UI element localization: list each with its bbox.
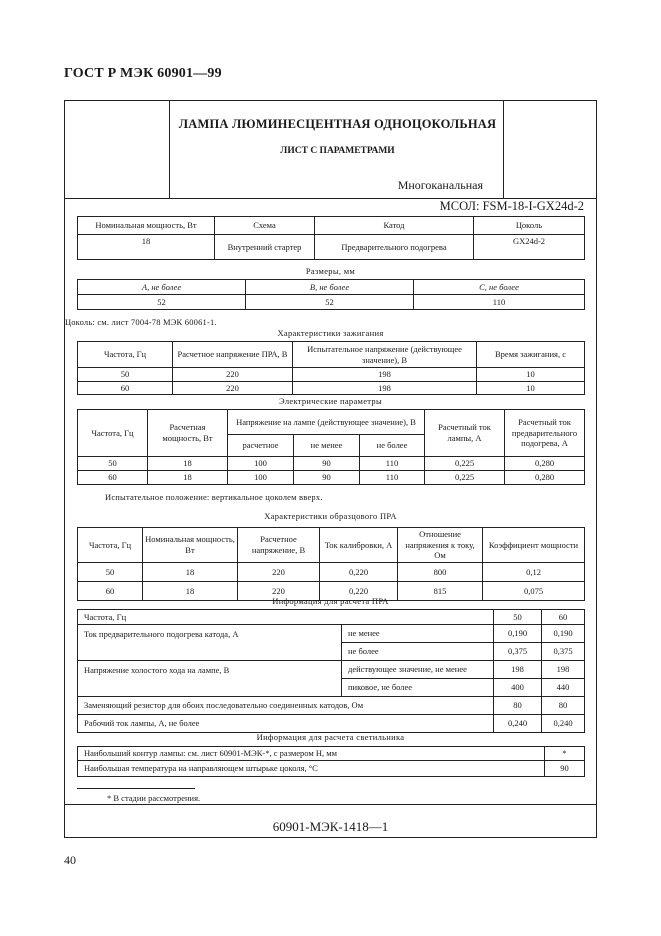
base-note: Цоколь: см. лист 7004-78 МЭК 60061-1. — [65, 317, 217, 327]
table-cell: 50 — [78, 457, 148, 471]
table-cell: 52 — [78, 295, 246, 310]
lamp-designation: МСОЛ: FSM-18-I-GX24d-2 — [439, 199, 584, 213]
ballast-info-table — [77, 609, 585, 733]
table-cell: 0,075 — [483, 581, 585, 600]
table-cell: 0,280 — [505, 457, 585, 471]
header-cell: Коэффициент мощности — [483, 528, 585, 563]
table-cell: 0,225 — [425, 457, 505, 471]
row-label: Заменяющий резистор для обоих последовательно соединенных катодов, Ом — [78, 697, 494, 715]
luminaire-info-table — [77, 746, 585, 777]
header-cell: Номинальная мощность, Вт — [78, 217, 215, 235]
table-cell: 110 — [414, 295, 585, 310]
table-cell: 18 — [143, 562, 238, 581]
table-cell: 110 — [360, 457, 425, 471]
header-cell: В, не более — [246, 280, 414, 295]
header-cell: Ток калибровки, А — [320, 528, 398, 563]
header-cell: Катод — [315, 217, 474, 235]
table-cell: 60 — [542, 610, 585, 625]
header-cell: А, не более — [78, 280, 246, 295]
row-sublabel: не менее — [342, 625, 494, 643]
ignition-table — [77, 341, 585, 395]
row-label: Ток предварительного подогрева катода, А — [78, 625, 342, 661]
table-cell: 110 — [360, 471, 425, 485]
table-cell: 18 — [148, 457, 228, 471]
header-cell: Расчетная мощность, Вт — [148, 410, 228, 457]
table-row — [78, 368, 585, 382]
table-cell: 100 — [228, 457, 294, 471]
table-row — [78, 295, 585, 310]
table-row — [78, 381, 585, 395]
header-cell: Расчетный ток предварительного подогрева, А — [505, 410, 585, 457]
table-cell: 0,375 — [542, 643, 585, 661]
table-cell: 198 — [293, 381, 477, 395]
page-number: 40 — [64, 853, 76, 867]
table-cell: 440 — [542, 679, 585, 697]
header-cell: не менее — [294, 435, 360, 457]
table-cell: 198 — [293, 368, 477, 382]
table-cell: GX24d-2 — [474, 235, 585, 260]
table-cell: 198 — [494, 661, 542, 679]
table-row — [78, 562, 585, 581]
header-cell: Расчетное напряжение ПРА, В — [173, 342, 293, 368]
table-cell: 220 — [173, 381, 293, 395]
table-row — [78, 697, 585, 715]
header-cell: Расчетный ток лампы, А — [425, 410, 505, 457]
table-cell: Предварительного подогрева — [315, 235, 474, 260]
header-cell: Напряжение на лампе (действующее значение), В — [228, 410, 425, 435]
row-label: Частота, Гц — [78, 610, 494, 625]
table-row — [78, 610, 585, 625]
header-cell: Частота, Гц — [78, 342, 173, 368]
table-cell: 100 — [228, 471, 294, 485]
reference-ballast-table — [77, 527, 585, 601]
table-cell: 220 — [238, 562, 320, 581]
header-cell: Испытательное напряжение (действующее значение), В — [293, 342, 477, 368]
table-cell: 10 — [477, 368, 585, 382]
header-cell: Номинальная мощность, Вт — [143, 528, 238, 563]
test-position-note: Испытательное положение: вертикальное цоколем вверх. — [105, 492, 323, 502]
table-row — [78, 457, 585, 471]
table-cell: 220 — [238, 581, 320, 600]
table-row — [78, 235, 585, 260]
header-cell: Частота, Гц — [78, 528, 143, 563]
table-cell: 50 — [78, 562, 143, 581]
row-sublabel: пиковое, не более — [342, 679, 494, 697]
table-row — [78, 471, 585, 485]
document-header: ГОСТ Р МЭК 60901—99 — [64, 66, 222, 81]
table-cell: 80 — [494, 697, 542, 715]
sheet-subtitle: ЛИСТ С ПАРАМЕТРАМИ — [280, 146, 395, 156]
table-cell: 0,375 — [494, 643, 542, 661]
header-left-cell — [65, 101, 170, 198]
table-cell: 400 — [494, 679, 542, 697]
ignition-caption: Характеристики зажигания — [277, 328, 384, 338]
table-cell: 60 — [78, 471, 148, 485]
table-cell: 198 — [542, 661, 585, 679]
table-cell: 18 — [143, 581, 238, 600]
table-cell: 0,190 — [542, 625, 585, 643]
row-label: Напряжение холостого хода на лампе, В — [78, 661, 342, 697]
electrical-caption: Электрические параметры — [279, 396, 382, 406]
table-cell: 50 — [494, 610, 542, 625]
dimensions-caption: Размеры, мм — [305, 266, 356, 276]
general-table — [77, 216, 585, 260]
row-sublabel: действующее значение, не менее — [342, 661, 494, 679]
header-cell: Цоколь — [474, 217, 585, 235]
table-cell: 52 — [246, 295, 414, 310]
table-cell: Внутренний стартер — [215, 235, 315, 260]
footnote-rule — [77, 788, 195, 789]
table-cell: 0,280 — [505, 471, 585, 485]
footer-divider — [65, 804, 596, 805]
electrical-table — [77, 409, 585, 485]
lamp-type-label: Многоканальная — [397, 178, 483, 192]
header-cell: Отношение напряжения к току, Ом — [398, 528, 483, 563]
dimensions-table — [77, 279, 585, 310]
table-cell: 0,240 — [494, 715, 542, 733]
table-cell: 90 — [294, 471, 360, 485]
row-sublabel: не более — [342, 643, 494, 661]
row-label: Рабочий ток лампы, А, не более — [78, 715, 494, 733]
table-cell: 90 — [545, 761, 585, 777]
row-label: Наибольший контур лампы: см. лист 60901-МЭК-*, с размером H, мм — [78, 747, 545, 761]
header-cell: С, не более — [414, 280, 585, 295]
header-cell: Частота, Гц — [78, 410, 148, 457]
parameter-sheet-frame — [64, 100, 597, 838]
table-cell: 0,12 — [483, 562, 585, 581]
table-cell: 18 — [148, 471, 228, 485]
table-cell: * — [545, 747, 585, 761]
header-cell: Время зажигания, с — [477, 342, 585, 368]
table-cell: 80 — [542, 697, 585, 715]
luminaire-info-caption: Информация для расчета светильника — [256, 732, 405, 742]
row-label: Наибольшая температура на направляющем штырьке цоколя, °С — [78, 761, 545, 777]
table-row — [78, 661, 585, 679]
sheet-code: 60901-МЭК-1418—1 — [272, 819, 389, 834]
table-cell: 18 — [78, 235, 215, 260]
table-cell: 220 — [173, 368, 293, 382]
sheet-main-title: ЛАМПА ЛЮМИНЕСЦЕНТНАЯ ОДНОЦОКОЛЬНАЯ — [178, 117, 497, 131]
header-cell: не более — [360, 435, 425, 457]
header-cell: Схема — [215, 217, 315, 235]
table-cell: 0,220 — [320, 581, 398, 600]
table-cell: 800 — [398, 562, 483, 581]
header-right-cell — [503, 101, 596, 198]
table-cell: 10 — [477, 381, 585, 395]
footnote: * В стадии рассмотрения. — [107, 793, 201, 803]
ballast-info-caption: Информация для расчета ПРА — [272, 596, 389, 606]
table-cell: 90 — [294, 457, 360, 471]
table-cell: 60 — [78, 581, 143, 600]
table-cell: 815 — [398, 581, 483, 600]
table-row — [78, 715, 585, 733]
table-row — [78, 747, 585, 761]
table-row — [78, 625, 585, 643]
table-cell: 0,225 — [425, 471, 505, 485]
table-cell: 0,190 — [494, 625, 542, 643]
table-cell: 0,220 — [320, 562, 398, 581]
table-cell: 0,240 — [542, 715, 585, 733]
header-cell: расчетное — [228, 435, 294, 457]
reference-ballast-caption: Характеристики образцового ПРА — [264, 511, 397, 521]
table-cell: 50 — [78, 368, 173, 382]
table-row — [78, 761, 585, 777]
table-cell: 60 — [78, 381, 173, 395]
header-cell: Расчетное напряжение, В — [238, 528, 320, 563]
